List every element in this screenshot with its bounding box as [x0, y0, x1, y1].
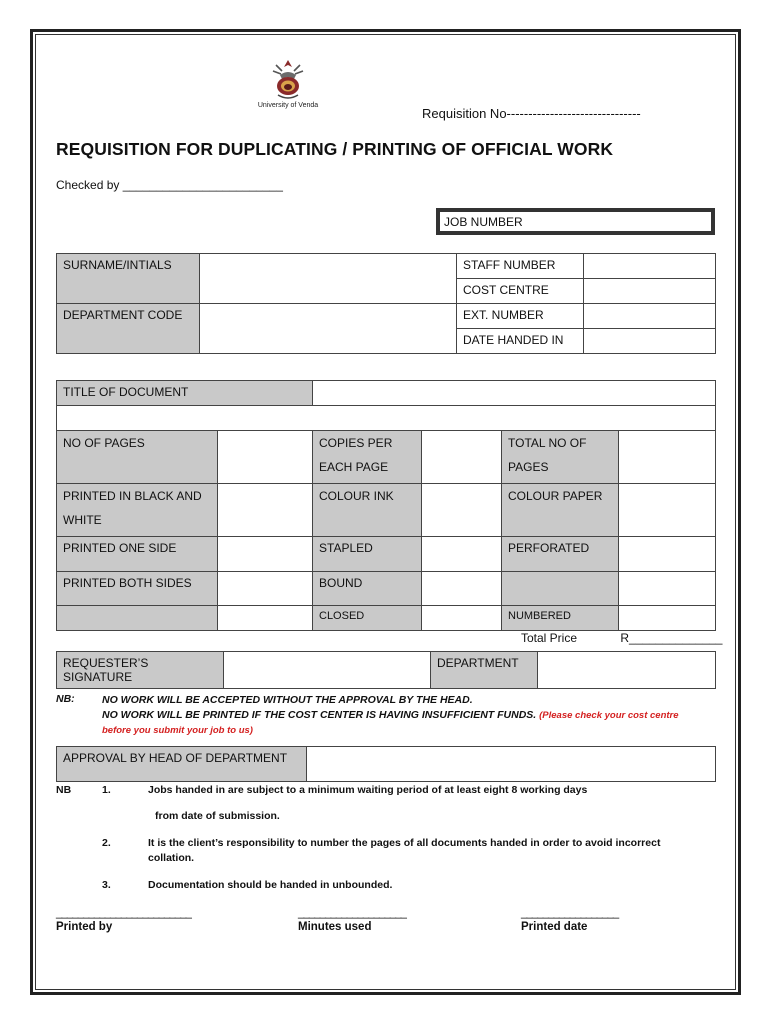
- closed-label: CLOSED: [313, 606, 422, 631]
- total-no-of-pages-input[interactable]: [619, 431, 716, 484]
- no-of-pages-label: NO OF PAGES: [57, 431, 218, 484]
- printed-by-line[interactable]: _________________________: [56, 907, 191, 919]
- printed-by-label: Printed by: [56, 921, 113, 933]
- date-handed-in-label: DATE HANDED IN: [457, 329, 584, 354]
- checked-by-field[interactable]: Checked by ________________________: [56, 178, 283, 192]
- logo-text: University of Venda: [257, 102, 319, 109]
- bound-input[interactable]: [422, 572, 502, 606]
- date-handed-in-input[interactable]: [584, 329, 716, 354]
- colour-ink-label: COLOUR INK: [313, 484, 422, 537]
- nb-line1: NO WORK WILL BE ACCEPTED WITHOUT THE APPROVAL BY THE HEAD.: [102, 694, 473, 706]
- printed-bw-line1: PRINTED IN BLACK AND: [63, 489, 202, 503]
- printed-one-side-label: PRINTED ONE SIDE: [57, 537, 218, 572]
- copies-per-page-input[interactable]: [422, 431, 502, 484]
- copies-per-page-label: [313, 431, 422, 484]
- colour-paper-label: COLOUR PAPER: [502, 484, 619, 537]
- approval-table: [56, 746, 716, 782]
- minutes-used-line[interactable]: ____________________: [298, 907, 406, 919]
- crest-icon: [268, 57, 308, 101]
- minutes-used-label: Minutes used: [298, 921, 372, 933]
- printed-date-block: [521, 907, 618, 933]
- blank-shaded-cell: [57, 606, 218, 631]
- title-of-document-input[interactable]: [313, 381, 716, 406]
- approval-input[interactable]: [307, 747, 716, 782]
- printed-one-side-input[interactable]: [218, 537, 313, 572]
- note-1-number: 1.: [102, 784, 111, 796]
- printed-date-line[interactable]: __________________: [521, 907, 619, 919]
- surname-input[interactable]: [200, 254, 457, 304]
- total-price-field[interactable]: R______________: [620, 631, 723, 645]
- stapled-label: STAPLED: [313, 537, 422, 572]
- printed-date-label: Printed date: [521, 921, 588, 933]
- requisition-number: Requisition No-------------------------------: [422, 106, 641, 121]
- job-number-label: JOB NUMBER: [439, 211, 712, 232]
- title-of-document-continued[interactable]: [57, 406, 716, 431]
- printed-black-white-input[interactable]: [218, 484, 313, 537]
- department-label: DEPARTMENT: [431, 652, 538, 689]
- printed-bw-line2: WHITE: [63, 513, 102, 527]
- perforated-input[interactable]: [619, 537, 716, 572]
- total-no-line1: TOTAL NO OF: [508, 436, 587, 450]
- nb-label: NB:: [56, 693, 75, 705]
- copies-per-line2: EACH PAGE: [319, 460, 389, 474]
- note-1-text-continued: from date of submission.: [155, 810, 280, 822]
- document-details-table: [56, 380, 716, 631]
- nb-line2: NO WORK WILL BE PRINTED IF THE COST CENTER IS HAVING INSUFFICIENT FUNDS.: [102, 709, 537, 721]
- department-code-input[interactable]: [200, 304, 457, 354]
- personal-details-table: [56, 253, 716, 354]
- title-of-document-label: TITLE OF DOCUMENT: [57, 381, 313, 406]
- minutes-used-block: [298, 907, 406, 933]
- printed-both-sides-label: PRINTED BOTH SIDES: [57, 572, 218, 606]
- job-number-box[interactable]: [436, 208, 715, 235]
- approval-label: APPROVAL BY HEAD OF DEPARTMENT: [57, 747, 307, 782]
- department-code-label: DEPARTMENT CODE: [57, 304, 200, 354]
- numbered-input[interactable]: [619, 606, 716, 631]
- cost-centre-input[interactable]: [584, 279, 716, 304]
- surname-label: SURNAME/INTIALS: [57, 254, 200, 304]
- printed-by-block: [56, 907, 191, 933]
- nb-warnings: [102, 693, 679, 738]
- total-no-line2: PAGES: [508, 460, 549, 474]
- printed-both-sides-input[interactable]: [218, 572, 313, 606]
- staff-number-input[interactable]: [584, 254, 716, 279]
- requester-signature-label: REQUESTER’S SIGNATURE: [57, 652, 224, 689]
- total-no-of-pages-label: [502, 431, 619, 484]
- total-price-label: Total Price: [521, 631, 578, 645]
- blank-cell[interactable]: [218, 606, 313, 631]
- note-1-text: Jobs handed in are subject to a minimum waiting period of at least eight 8 working days: [148, 784, 588, 796]
- numbered-label: NUMBERED: [502, 606, 619, 631]
- stapled-input[interactable]: [422, 537, 502, 572]
- closed-input[interactable]: [422, 606, 502, 631]
- requester-signature-input[interactable]: [224, 652, 431, 689]
- department-input[interactable]: [538, 652, 716, 689]
- total-price: [521, 631, 722, 645]
- ext-number-input[interactable]: [584, 304, 716, 329]
- notes-label: NB: [56, 784, 72, 796]
- note-3-text: Documentation should be handed in unbounded.: [148, 879, 393, 891]
- perforated-label: PERFORATED: [502, 537, 619, 572]
- note-2-number: 2.: [102, 837, 111, 849]
- copies-per-line1: COPIES PER: [319, 436, 393, 450]
- page-title: REQUISITION FOR DUPLICATING / PRINTING OF OFFICIAL WORK: [56, 139, 614, 159]
- blank-cell[interactable]: [619, 572, 716, 606]
- colour-ink-input[interactable]: [422, 484, 502, 537]
- cost-centre-label: COST CENTRE: [457, 279, 584, 304]
- note-2-text: It is the client’s responsibility to number the pages of all documents handed in order to avoid incorrect: [148, 837, 661, 849]
- nb-red-note1: (Please check your cost centre: [539, 710, 679, 721]
- staff-number-label: STAFF NUMBER: [457, 254, 584, 279]
- nb-red-note2: before you submit your job to us): [102, 725, 253, 736]
- bound-label: BOUND: [313, 572, 422, 606]
- blank-shaded-cell: [502, 572, 619, 606]
- note-3-number: 3.: [102, 879, 111, 891]
- ext-number-label: EXT. NUMBER: [457, 304, 584, 329]
- colour-paper-input[interactable]: [619, 484, 716, 537]
- signature-table: [56, 651, 716, 689]
- university-logo: [248, 57, 328, 119]
- note-2-text-continued: collation.: [148, 852, 195, 864]
- printed-black-white-label: [57, 484, 218, 537]
- no-of-pages-input[interactable]: [218, 431, 313, 484]
